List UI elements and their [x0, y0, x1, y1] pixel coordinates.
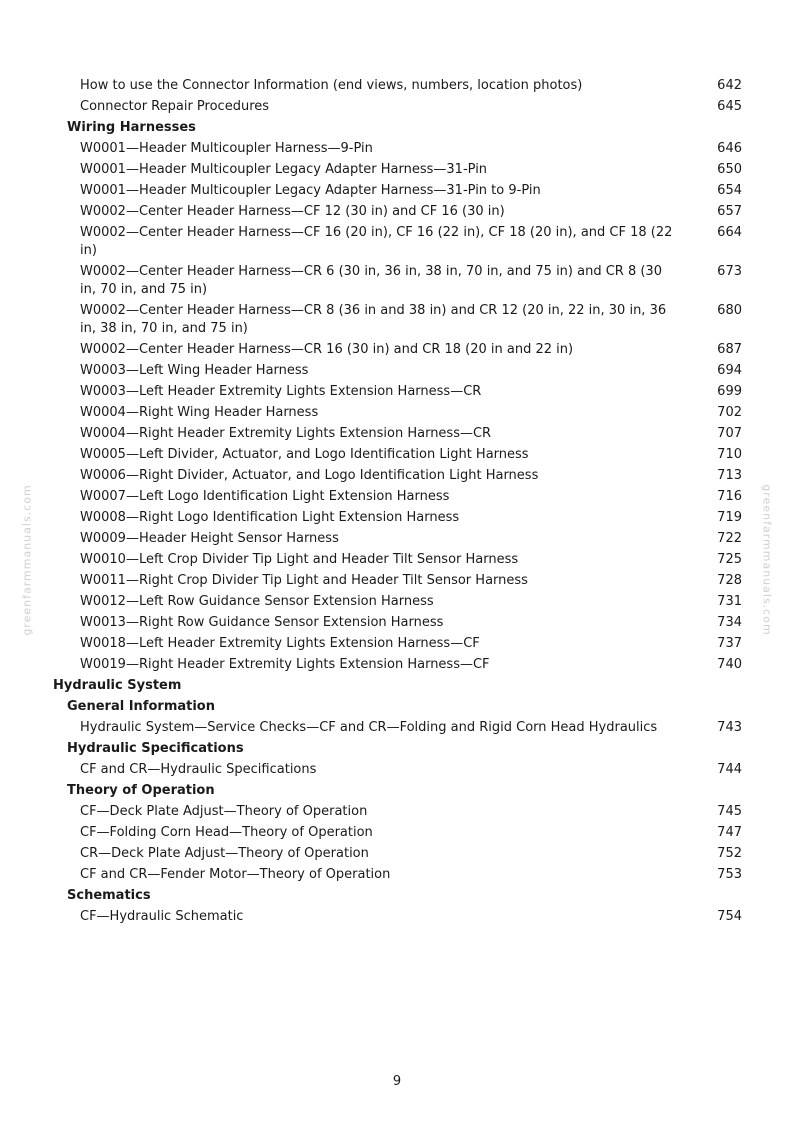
toc-entry-page: 699	[717, 384, 742, 399]
toc-entry-title: W0002—Center Header Harness—CR 16 (30 in) and CR 18 (20 in and 22 in)	[80, 342, 574, 357]
toc-entry-page: 722	[717, 531, 742, 546]
toc-entry-title: W0001—Header Multicoupler Legacy Adapter Harness—31-Pin to 9-Pin	[80, 183, 541, 198]
toc-entry[interactable]	[0, 530, 794, 548]
toc-entry-title: CF—Folding Corn Head—Theory of Operation	[80, 825, 373, 840]
toc-entry-title: W0001—Header Multicoupler Harness—9-Pin	[80, 141, 373, 156]
toc-entry-page: 710	[717, 447, 742, 462]
toc-entry-page: 754	[717, 909, 742, 924]
toc-entry-page: 645	[717, 99, 742, 114]
toc-entry-page: 680	[717, 303, 742, 318]
toc-entry-page: 743	[717, 720, 742, 735]
toc-entry-title: W0002—Center Header Harness—CR 6 (30 in, 36 in, 38 in, 70 in, and 75 in) and CR 8 (30 in, 70 in, and 75 in)	[80, 264, 662, 297]
toc-subsection-heading: Hydraulic Specifications	[67, 741, 244, 756]
toc-entry[interactable]	[0, 383, 794, 401]
toc-entry[interactable]	[0, 263, 794, 299]
toc-entry-title: W0007—Left Logo Identification Light Extension Harness	[80, 489, 450, 504]
toc-entry[interactable]	[0, 140, 794, 158]
toc-entry-page: 752	[717, 846, 742, 861]
toc-entry-title: W0002—Center Header Harness—CR 8 (36 in and 38 in) and CR 12 (20 in, 22 in, 30 in, 36 in, 38 in, 70 in, and 75 in)	[80, 303, 667, 336]
toc-entry-page: 646	[717, 141, 742, 156]
toc-entry[interactable]	[0, 341, 794, 359]
toc-section-heading: Hydraulic System	[53, 678, 182, 693]
toc-entry-page: 719	[717, 510, 742, 525]
toc-entry-title: CR—Deck Plate Adjust—Theory of Operation	[80, 846, 369, 861]
toc-entry-page: 725	[717, 552, 742, 567]
toc-entry-page: 650	[717, 162, 742, 177]
toc-subsection-heading: Theory of Operation	[67, 783, 215, 798]
toc-entry[interactable]	[0, 761, 794, 779]
toc-entry-title: W0001—Header Multicoupler Legacy Adapter Harness—31-Pin	[80, 162, 488, 177]
toc-subsection-heading: General Information	[67, 699, 215, 714]
toc-subsection-heading: Schematics	[67, 888, 151, 903]
toc-entry-title: CF—Hydraulic Schematic	[80, 909, 244, 924]
toc-entry[interactable]	[0, 509, 794, 527]
toc-entry[interactable]	[0, 425, 794, 443]
toc-entry-page: 753	[717, 867, 742, 882]
toc-entry[interactable]	[0, 404, 794, 422]
toc-entry-page: 744	[717, 762, 742, 777]
toc-entry-title: W0011—Right Crop Divider Tip Light and Header Tilt Sensor Harness	[80, 573, 528, 588]
toc-entry-page: 728	[717, 573, 742, 588]
toc-entry-title: W0009—Header Height Sensor Harness	[80, 531, 339, 546]
toc-entry-title: W0018—Left Header Extremity Lights Extension Harness—CF	[80, 636, 480, 651]
page-number: 9	[392, 1074, 402, 1089]
toc-entry-title: W0005—Left Divider, Actuator, and Logo Identification Light Harness	[80, 447, 529, 462]
toc-entry-page: 731	[717, 594, 742, 609]
toc-entry-page: 654	[717, 183, 742, 198]
toc-entry[interactable]	[0, 182, 794, 200]
toc-entry[interactable]	[0, 803, 794, 821]
toc-entry-page: 734	[717, 615, 742, 630]
toc-entry[interactable]	[0, 302, 794, 338]
toc-entry[interactable]	[0, 593, 794, 611]
toc-entry[interactable]	[0, 224, 794, 260]
watermark-right: greenfarmmanuals.com	[760, 484, 774, 636]
toc-entry-page: 673	[717, 264, 742, 279]
toc-entry-title: Hydraulic System—Service Checks—CF and CR—Folding and Rigid Corn Head Hydraulics	[80, 720, 658, 735]
toc-entry-title: W0002—Center Header Harness—CF 12 (30 in) and CF 16 (30 in)	[80, 204, 505, 219]
toc-entry-page: 716	[717, 489, 742, 504]
toc-entry-title: W0013—Right Row Guidance Sensor Extension Harness	[80, 615, 444, 630]
toc-entry[interactable]	[0, 719, 794, 737]
toc-entry-page: 745	[717, 804, 742, 819]
toc-entry[interactable]	[0, 656, 794, 674]
toc-entry[interactable]	[0, 908, 794, 926]
watermark-left: greenfarmmanuals.com	[20, 484, 34, 636]
toc-entry[interactable]	[0, 362, 794, 380]
toc-entry[interactable]	[0, 572, 794, 590]
toc-entry-title: W0012—Left Row Guidance Sensor Extension Harness	[80, 594, 434, 609]
toc-entry[interactable]	[0, 866, 794, 884]
toc-entry-page: 707	[717, 426, 742, 441]
toc-entry-title: W0004—Right Header Extremity Lights Extension Harness—CR	[80, 426, 492, 441]
toc-entry-title: W0003—Left Wing Header Harness	[80, 363, 309, 378]
toc-entry-title: CF and CR—Hydraulic Specifications	[80, 762, 317, 777]
toc-entry[interactable]	[0, 467, 794, 485]
toc-entry-page: 664	[717, 225, 742, 240]
toc-entry[interactable]	[0, 614, 794, 632]
toc-entry-title: W0008—Right Logo Identification Light Extension Harness	[80, 510, 460, 525]
toc-entry-title: W0003—Left Header Extremity Lights Extension Harness—CR	[80, 384, 482, 399]
toc-entry-title: W0002—Center Header Harness—CF 16 (20 in), CF 16 (22 in), CF 18 (20 in), and CF 18 (22 in)	[80, 225, 673, 258]
toc-entry-title: W0004—Right Wing Header Harness	[80, 405, 319, 420]
toc-entry-page: 642	[717, 78, 742, 93]
toc-entry[interactable]	[0, 824, 794, 842]
toc-entry-title: How to use the Connector Information (end views, numbers, location photos)	[80, 78, 583, 93]
toc-entry[interactable]	[0, 551, 794, 569]
toc-entry[interactable]	[0, 446, 794, 464]
toc-entry[interactable]	[0, 161, 794, 179]
toc-entry[interactable]	[0, 77, 794, 95]
toc-entry[interactable]	[0, 635, 794, 653]
table-of-contents	[0, 74, 794, 929]
toc-subsection-heading: Wiring Harnesses	[67, 120, 196, 135]
toc-entry-page: 737	[717, 636, 742, 651]
toc-entry-title: Connector Repair Procedures	[80, 99, 270, 114]
toc-entry-page: 687	[717, 342, 742, 357]
toc-entry-title: CF—Deck Plate Adjust—Theory of Operation	[80, 804, 368, 819]
toc-entry-title: W0019—Right Header Extremity Lights Extension Harness—CF	[80, 657, 490, 672]
toc-entry-page: 702	[717, 405, 742, 420]
toc-entry[interactable]	[0, 98, 794, 116]
toc-entry-page: 740	[717, 657, 742, 672]
toc-entry-page: 694	[717, 363, 742, 378]
toc-entry[interactable]	[0, 488, 794, 506]
toc-entry-title: W0010—Left Crop Divider Tip Light and Header Tilt Sensor Harness	[80, 552, 519, 567]
toc-entry-title: W0006—Right Divider, Actuator, and Logo Identification Light Harness	[80, 468, 539, 483]
toc-entry-title: CF and CR—Fender Motor—Theory of Operation	[80, 867, 391, 882]
toc-entry-page: 713	[717, 468, 742, 483]
toc-entry-page: 747	[717, 825, 742, 840]
toc-entry[interactable]	[0, 845, 794, 863]
toc-entry-page: 657	[717, 204, 742, 219]
toc-entry[interactable]	[0, 203, 794, 221]
